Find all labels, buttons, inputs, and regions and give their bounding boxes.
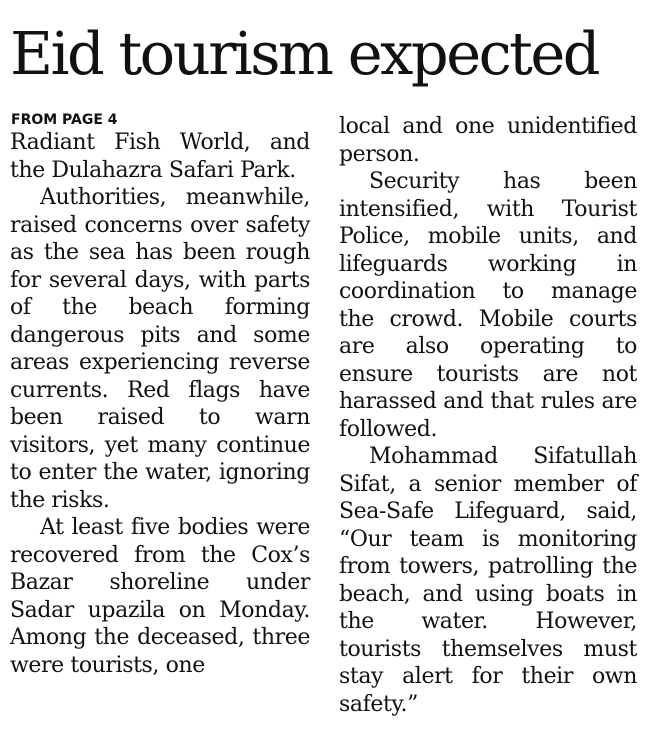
paragraph: Mohammad Sifatullah Sifat, a senior member of Sea-Safe Lifeguard, said, “Our team is monitoring from towers, patrolling the beach, and using boats in the water. However, tourists themselves must stay alert for their own safety.”	[339, 444, 637, 717]
paragraph: At least five bodies were recovered from the Cox’s Bazar shoreline under Sadar upazila on Monday. Among the deceased, three were tourists, one	[10, 515, 310, 678]
continuation-kicker: FROM PAGE 4	[11, 112, 118, 128]
paragraph: Authorities, meanwhile, raised concerns over safety as the sea has been rough for several days, with parts of the beach forming dangerous pits and some areas experiencing reverse currents. Red flags have been raised to warn visitors, yet many continue to enter the water, ignoring the risks.	[10, 185, 310, 513]
paragraph: local and one unidentified person.	[339, 114, 637, 167]
headline: Eid tourism expected	[10, 19, 599, 88]
paragraph: Security has been intensified, with Tourist Police, mobile units, and lifeguards working in coordination to manage the crowd. Mobile courts are also operating to ensure tourists are not harassed and that rules are followed.	[339, 169, 637, 442]
article-column-right	[339, 113, 637, 718]
article-column-left	[10, 111, 310, 679]
paragraph: Radiant Fish World, and the Dulahazra Safari Park.	[10, 130, 310, 183]
